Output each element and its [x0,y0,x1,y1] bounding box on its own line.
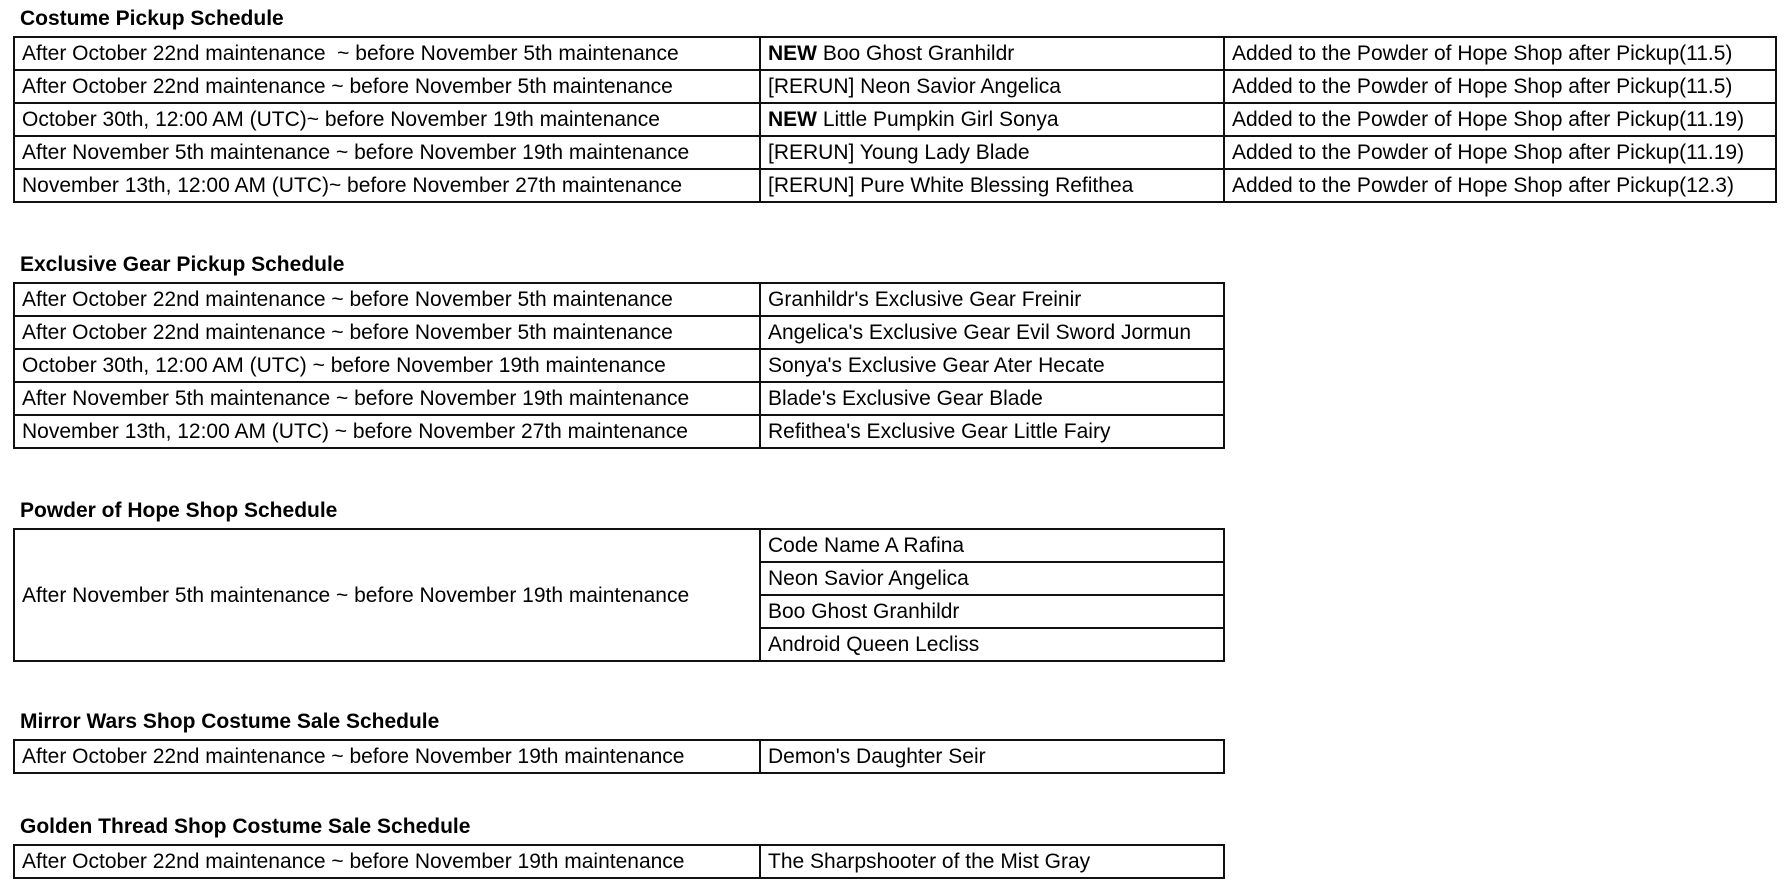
mirror-wars-table [13,739,1225,774]
table-row [14,845,1224,878]
costume-name: Little Pumpkin Girl Sonya [817,108,1059,131]
period-cell: November 13th, 12:00 AM (UTC)~ before November 27th maintenance [14,169,760,202]
golden-thread-table [13,844,1225,879]
table-row [14,382,1224,415]
period-cell: After October 22nd maintenance ~ before November 19th maintenance [14,740,760,773]
costume-name: [RERUN] Young Lady Blade [768,141,1030,164]
mirror-wars-title: Mirror Wars Shop Costume Sale Schedule [20,710,440,733]
table-row [14,103,1776,136]
table-row [14,316,1224,349]
gear-cell: Angelica's Exclusive Gear Evil Sword Jormun [760,316,1224,349]
costume-cell [760,169,1224,202]
exclusive-gear-table [13,282,1225,449]
note-cell: Added to the Powder of Hope Shop after Pickup(11.5) [1224,70,1776,103]
note-cell: Added to the Powder of Hope Shop after Pickup(11.5) [1224,37,1776,70]
period-cell: October 30th, 12:00 AM (UTC)~ before November 19th maintenance [14,103,760,136]
costume-cell [760,136,1224,169]
note-cell: Added to the Powder of Hope Shop after Pickup(12.3) [1224,169,1776,202]
golden-thread-title: Golden Thread Shop Costume Sale Schedule [20,815,471,838]
table-row [14,415,1224,448]
period-cell: After October 22nd maintenance ~ before November 5th maintenance [14,37,760,70]
shop-item-cell: Code Name A Rafina [760,529,1224,562]
costume-pickup-title: Costume Pickup Schedule [20,7,284,30]
new-tag: NEW [768,42,817,65]
gear-cell: Granhildr's Exclusive Gear Freinir [760,283,1224,316]
costume-cell: The Sharpshooter of the Mist Gray [760,845,1224,878]
period-cell: After October 22nd maintenance ~ before November 19th maintenance [14,845,760,878]
gear-cell: Sonya's Exclusive Gear Ater Hecate [760,349,1224,382]
period-cell: November 13th, 12:00 AM (UTC) ~ before November 27th maintenance [14,415,760,448]
gear-cell: Blade's Exclusive Gear Blade [760,382,1224,415]
costume-cell [760,37,1224,70]
table-row [14,70,1776,103]
table-row [14,37,1776,70]
costume-name: [RERUN] Pure White Blessing Refithea [768,174,1134,197]
period-cell: After November 5th maintenance ~ before November 19th maintenance [14,382,760,415]
costume-cell: Demon's Daughter Seir [760,740,1224,773]
period-cell: October 30th, 12:00 AM (UTC) ~ before November 19th maintenance [14,349,760,382]
powder-shop-table [13,528,1225,662]
table-row [14,349,1224,382]
exclusive-gear-title: Exclusive Gear Pickup Schedule [20,253,345,276]
note-cell: Added to the Powder of Hope Shop after Pickup(11.19) [1224,136,1776,169]
table-row [14,283,1224,316]
shop-item-cell: Boo Ghost Granhildr [760,595,1224,628]
period-cell: After November 5th maintenance ~ before November 19th maintenance [14,529,760,661]
table-row [14,169,1776,202]
note-cell: Added to the Powder of Hope Shop after Pickup(11.19) [1224,103,1776,136]
costume-cell [760,103,1224,136]
shop-item-cell: Android Queen Lecliss [760,628,1224,661]
period-cell: After November 5th maintenance ~ before November 19th maintenance [14,136,760,169]
period-cell: After October 22nd maintenance ~ before November 5th maintenance [14,70,760,103]
powder-shop-title: Powder of Hope Shop Schedule [20,499,338,522]
table-row [14,136,1776,169]
costume-pickup-table [13,36,1777,203]
new-tag: NEW [768,108,817,131]
table-row [14,529,1224,562]
gear-cell: Refithea's Exclusive Gear Little Fairy [760,415,1224,448]
period-cell: After October 22nd maintenance ~ before November 5th maintenance [14,316,760,349]
shop-item-cell: Neon Savior Angelica [760,562,1224,595]
table-row [14,740,1224,773]
costume-cell [760,70,1224,103]
costume-name: [RERUN] Neon Savior Angelica [768,75,1061,98]
costume-name: Boo Ghost Granhildr [817,42,1015,65]
period-cell: After October 22nd maintenance ~ before November 5th maintenance [14,283,760,316]
